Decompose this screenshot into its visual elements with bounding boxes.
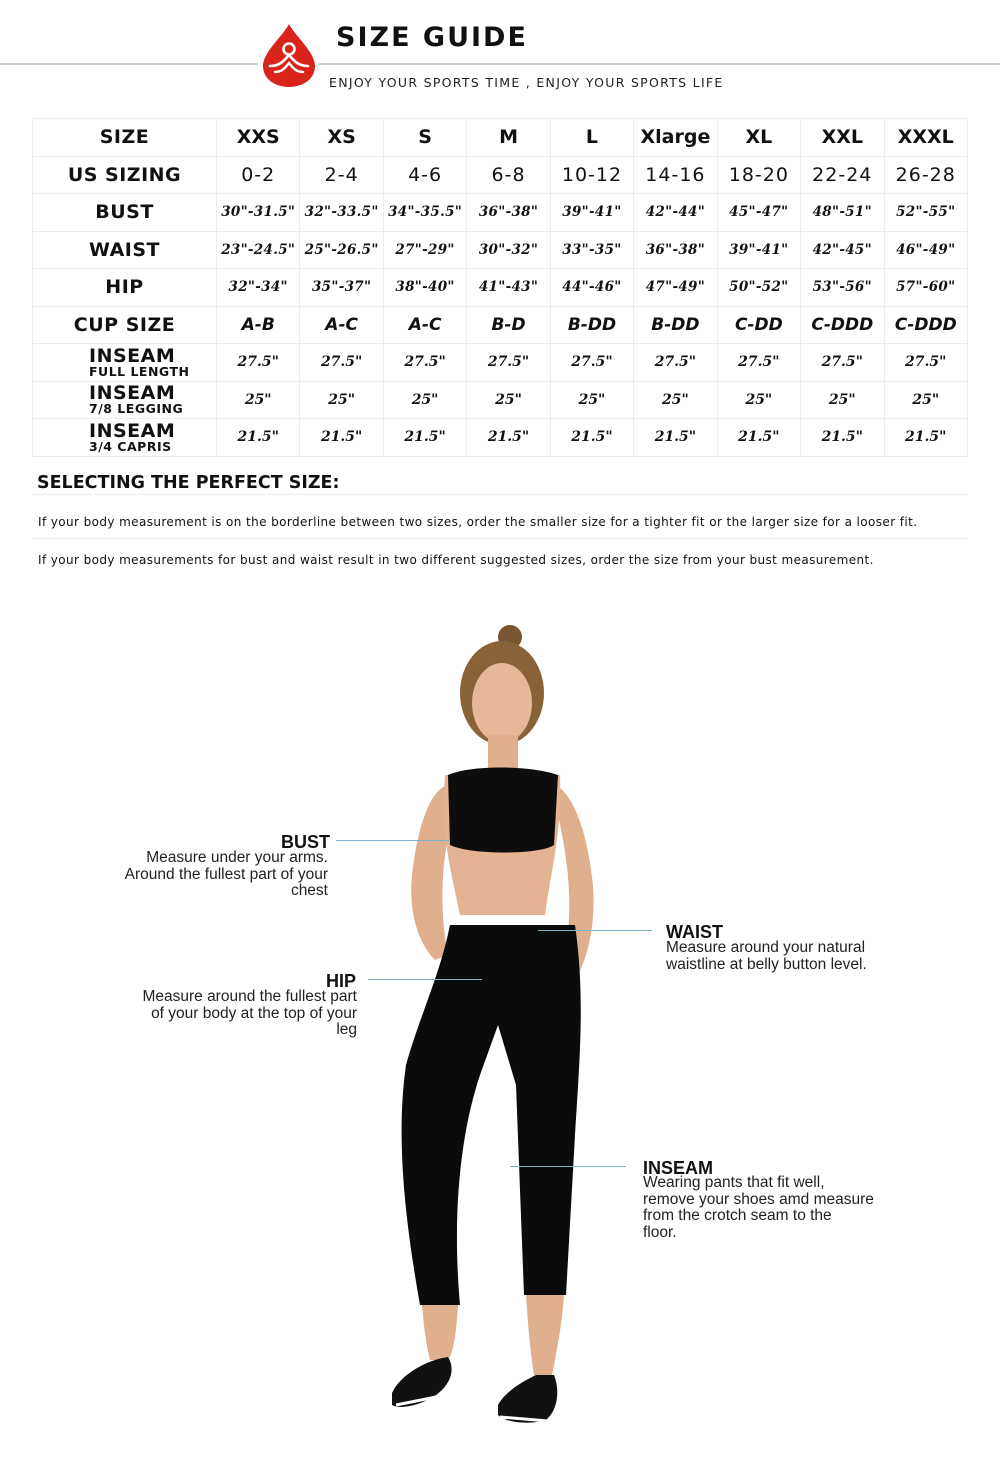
row-label-main: INSEAM: [89, 382, 176, 404]
table-cell: 33"-35": [550, 231, 633, 269]
table-cell: XXXL: [884, 119, 968, 157]
table-cell: 27.5": [884, 344, 968, 382]
table-cell: XXS: [217, 119, 300, 157]
page-title: SIZE GUIDE: [336, 22, 528, 53]
row-label: WAIST: [33, 231, 217, 269]
table-cell: 21.5": [550, 419, 633, 457]
table-cell: 21.5": [634, 419, 717, 457]
table-cell: 27.5": [383, 344, 466, 382]
tip-text: If your body measurements for bust and waist result in two different suggested sizes, order the size from your bust measurement.: [38, 553, 874, 567]
row-label-sub: 3/4 CAPRIS: [89, 438, 172, 454]
table-cell: 27.5": [634, 344, 717, 382]
row-label-main: INSEAM: [89, 419, 176, 442]
inseam-description-line: from the crotch seam to the: [643, 1207, 832, 1224]
waist-label: WAIST: [666, 922, 723, 942]
table-cell: C-DD: [717, 306, 800, 344]
table-cell: 53"-56": [801, 269, 884, 307]
row-label: [33, 381, 217, 419]
section-title-selecting: SELECTING THE PERFECT SIZE:: [37, 473, 340, 493]
table-cell: 26-28: [884, 156, 968, 194]
row-label: BUST: [33, 194, 217, 232]
table-cell: 21.5": [717, 419, 800, 457]
table-cell: 27.5": [300, 344, 383, 382]
brand-logo-icon: [261, 22, 317, 88]
table-cell: 21.5": [383, 419, 466, 457]
table-cell: 36"-38": [634, 231, 717, 269]
table-cell: 36"-38": [467, 194, 550, 232]
table-cell: 47"-49": [634, 269, 717, 307]
table-cell: 30"-31.5": [217, 194, 300, 232]
row-label-main: INSEAM: [89, 344, 176, 367]
row-label-sub: 7/8 LEGGING: [89, 401, 184, 416]
table-cell: 46"-49": [884, 231, 968, 269]
table-cell: S: [383, 119, 466, 157]
inseam-label: INSEAM: [643, 1158, 714, 1178]
table-row-inseam-7-8-legging: [33, 381, 968, 419]
hip-description-line: leg: [336, 1021, 357, 1038]
table-cell: 25": [217, 381, 300, 419]
table-cell: 41"-43": [467, 269, 550, 307]
table-cell: B-DD: [550, 306, 633, 344]
table-cell: B-D: [467, 306, 550, 344]
table-cell: XL: [717, 119, 800, 157]
table-cell: 25": [300, 381, 383, 419]
table-cell: 25": [550, 381, 633, 419]
table-cell: 10-12: [550, 156, 633, 194]
divider: [32, 494, 968, 495]
table-cell: 23"-24.5": [217, 231, 300, 269]
table-cell: 27"-29": [383, 231, 466, 269]
table-cell: 14-16: [634, 156, 717, 194]
table-cell: 32"-34": [217, 269, 300, 307]
table-cell: A-C: [300, 306, 383, 344]
table-cell: A-B: [217, 306, 300, 344]
table-cell: 35"-37": [300, 269, 383, 307]
row-label: US SIZING: [33, 156, 217, 194]
table-row-us-sizing: [33, 156, 968, 194]
table-cell: 27.5": [467, 344, 550, 382]
bust-label: BUST: [281, 832, 330, 852]
table-cell: 25": [383, 381, 466, 419]
table-cell: 34"-35.5": [383, 194, 466, 232]
header-rule-right: [318, 63, 1000, 65]
table-cell: 21.5": [801, 419, 884, 457]
table-cell: 42"-45": [801, 231, 884, 269]
table-cell: 27.5": [717, 344, 800, 382]
bust-arrow: [336, 840, 450, 841]
row-label: SIZE: [33, 119, 217, 157]
table-cell: 50"-52": [717, 269, 800, 307]
inseam-description-line: Wearing pants that fit well,: [643, 1174, 825, 1191]
table-cell: 25": [884, 381, 968, 419]
table-cell: 22-24: [801, 156, 884, 194]
table-cell: 21.5": [884, 419, 968, 457]
table-cell: 21.5": [217, 419, 300, 457]
table-cell: 57"-60": [884, 269, 968, 307]
table-cell: XS: [300, 119, 383, 157]
table-cell: A-C: [383, 306, 466, 344]
divider: [32, 538, 968, 539]
table-cell: 44"-46": [550, 269, 633, 307]
waist-description: [666, 940, 926, 973]
hip-description: [100, 989, 357, 1039]
table-row-waist: [33, 231, 968, 269]
table-cell: 2-4: [300, 156, 383, 194]
row-label: HIP: [33, 269, 217, 307]
table-cell: M: [467, 119, 550, 157]
table-row-inseam-3-4-capris: [33, 419, 968, 457]
hip-description-line: of your body at the top of your: [151, 1004, 357, 1022]
row-label: [33, 344, 217, 382]
size-chart-table: [32, 118, 968, 457]
table-cell: 39"-41": [550, 194, 633, 232]
table-row-cup-size: [33, 306, 968, 344]
bust-description-line: Around the fullest part of your: [124, 865, 328, 883]
bust-description: [80, 850, 328, 900]
table-cell: 25": [717, 381, 800, 419]
hip-arrow: [368, 979, 482, 980]
table-row-hip: [33, 269, 968, 307]
bust-description-line: chest: [290, 882, 328, 899]
waist-arrow: [538, 930, 652, 931]
table-cell: 48"-51": [801, 194, 884, 232]
header-rule-left: [0, 63, 258, 65]
bust-description-line: Measure under your arms.: [146, 849, 328, 866]
table-cell: 25": [467, 381, 550, 419]
hip-description-line: Measure around the fullest part: [142, 988, 357, 1005]
table-cell: C-DDD: [884, 306, 968, 344]
row-label-sub: FULL LENGTH: [89, 363, 190, 379]
table-row-size: [33, 119, 968, 157]
table-cell: 45"-47": [717, 194, 800, 232]
inseam-description: [643, 1175, 933, 1241]
tip-text: If your body measurement is on the borderline between two sizes, order the smaller size for a tighter fit or the larger size for a looser fit.: [38, 515, 918, 529]
table-cell: C-DDD: [801, 306, 884, 344]
table-cell: L: [550, 119, 633, 157]
tagline: ENJOY YOUR SPORTS TIME , ENJOY YOUR SPORTS LIFE: [329, 75, 724, 90]
table-cell: B-DD: [634, 306, 717, 344]
table-cell: 39"-41": [717, 231, 800, 269]
table-cell: 27.5": [550, 344, 633, 382]
table-cell: XXL: [801, 119, 884, 157]
table-cell: 18-20: [717, 156, 800, 194]
table-row-bust: [33, 194, 968, 232]
table-cell: 21.5": [467, 419, 550, 457]
table-cell: 6-8: [467, 156, 550, 194]
table-cell: 27.5": [801, 344, 884, 382]
table-cell: 27.5": [217, 344, 300, 382]
table-cell: 21.5": [300, 419, 383, 457]
table-cell: 25": [634, 381, 717, 419]
waist-description-line: waistline at belly button level.: [666, 955, 867, 973]
table-cell: 38"-40": [383, 269, 466, 307]
table-cell: 30"-32": [467, 231, 550, 269]
table-cell: 25": [801, 381, 884, 419]
inseam-description-line: remove your shoes amd measure: [643, 1190, 874, 1208]
table-row-inseam-full-length: [33, 344, 968, 382]
hip-label: HIP: [326, 971, 357, 991]
table-cell: Xlarge: [634, 119, 717, 157]
table-cell: 0-2: [217, 156, 300, 194]
table-cell: 4-6: [383, 156, 466, 194]
row-label: CUP SIZE: [33, 306, 217, 344]
model-figure-illustration: [340, 615, 650, 1430]
table-cell: 42"-44": [634, 194, 717, 232]
inseam-arrow: [510, 1166, 626, 1167]
table-cell: 32"-33.5": [300, 194, 383, 232]
inseam-description-line: floor.: [643, 1223, 677, 1241]
waist-description-line: Measure around your natural: [666, 939, 866, 956]
row-label: [33, 419, 217, 457]
table-cell: 25"-26.5": [300, 231, 383, 269]
table-cell: 52"-55": [884, 194, 968, 232]
